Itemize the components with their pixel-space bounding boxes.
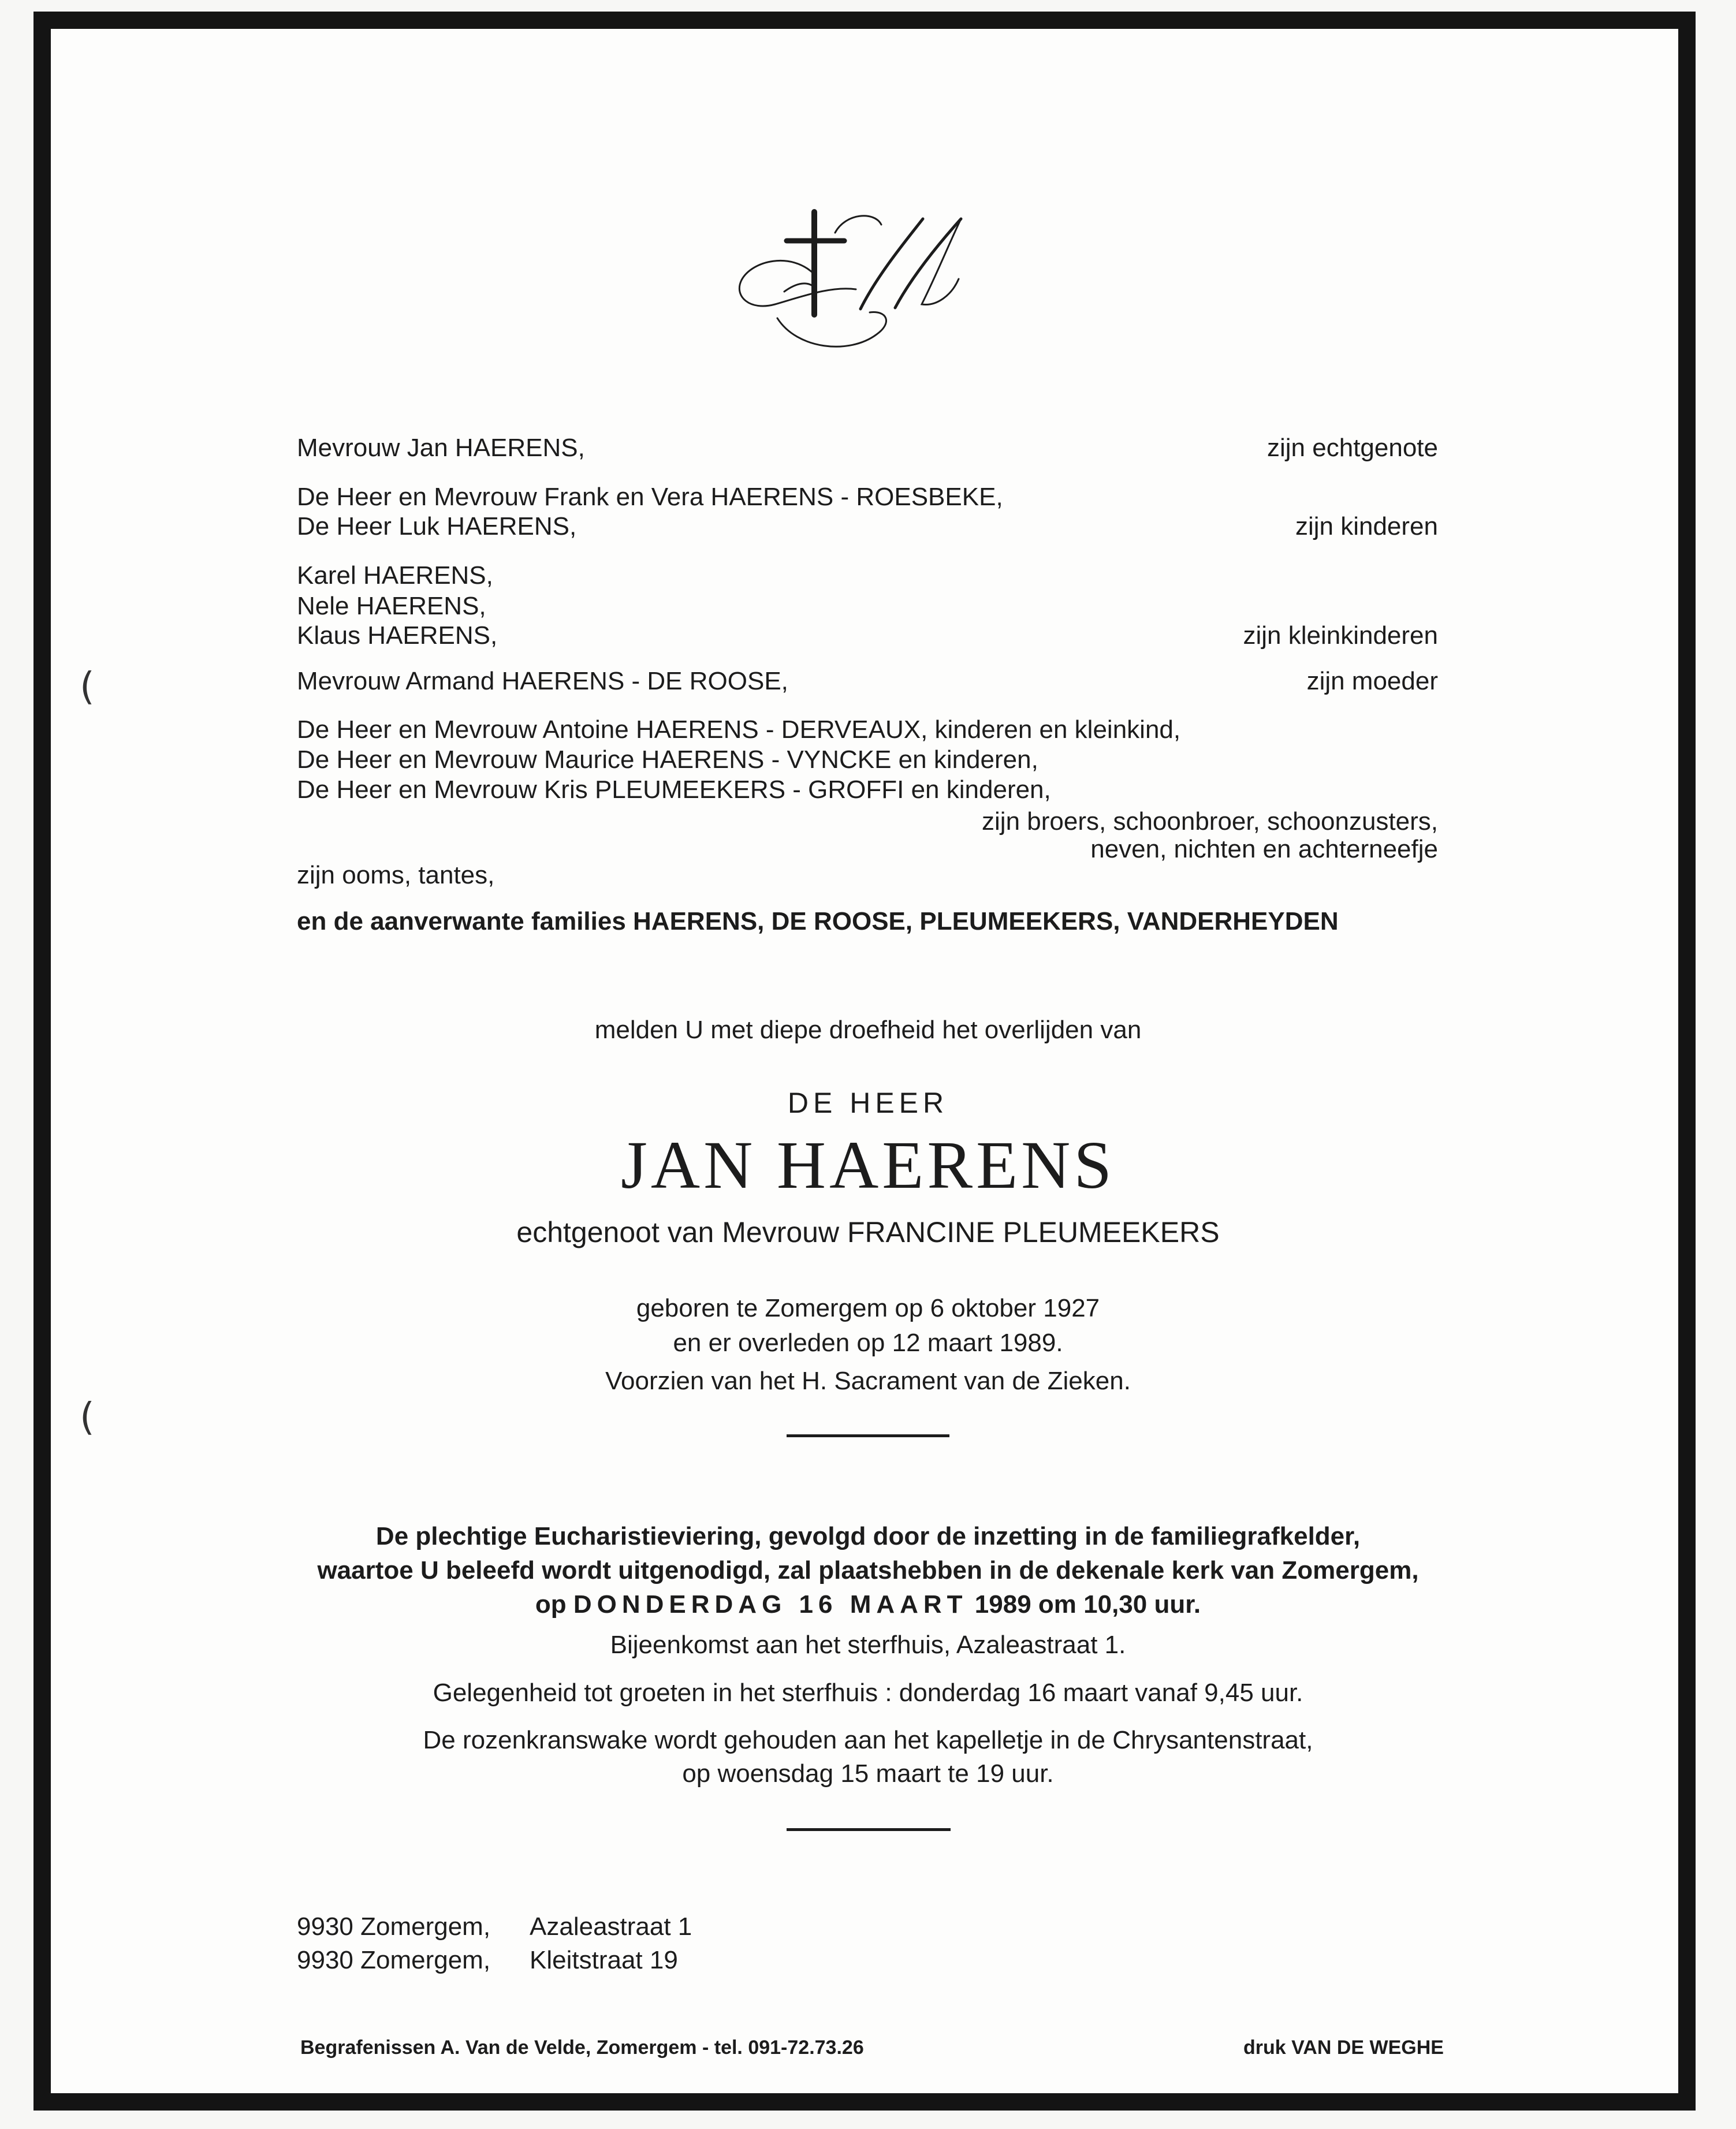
deceased-name: JAN HAERENS bbox=[621, 1127, 1115, 1203]
relative-line: en de aanverwante families HAERENS, DE ROOSE, PLEUMEEKERS, VANDERHEYDEN bbox=[297, 907, 1339, 935]
relative-line: De Heer en Mevrouw Frank en Vera HAERENS - ROESBEKE, bbox=[297, 483, 1003, 511]
intro-line: melden U met diepe droefheid het overlijden van bbox=[594, 1016, 1142, 1044]
relative-line: De Heer en Mevrouw Maurice HAERENS - VYNCKE en kinderen, bbox=[297, 745, 1038, 774]
honorific: DE HEER bbox=[787, 1087, 949, 1119]
relative-line: Mevrouw Jan HAERENS, zijn echtgenote bbox=[297, 434, 1438, 462]
relative-line: De Heer Luk HAERENS, zijn kinderen bbox=[297, 512, 1438, 540]
relative-line: Nele HAERENS, bbox=[297, 592, 486, 620]
wake-line: op woensdag 15 maart te 19 uur. bbox=[682, 1759, 1054, 1788]
relative-line: Klaus HAERENS, zijn kleinkinderen bbox=[297, 621, 1438, 650]
sacrament-line: Voorzien van het H. Sacrament van de Zieken. bbox=[605, 1367, 1131, 1395]
greeting-line: Gelegenheid tot groeten in het sterfhuis : donderdag 16 maart vanaf 9,45 uur. bbox=[433, 1679, 1303, 1707]
relative-line: De Heer en Mevrouw Kris PLEUMEEKERS - GROFFI en kinderen, bbox=[297, 775, 1051, 804]
relative-line: zijn ooms, tantes, bbox=[297, 861, 495, 889]
wake-line: De rozenkranswake wordt gehouden aan het kapelletje in de Chrysantenstraat, bbox=[423, 1726, 1313, 1754]
cross-monogram-icon bbox=[722, 205, 988, 361]
relative-line: De Heer en Mevrouw Antoine HAERENS - DERVEAUX, kinderen en kleinkind, bbox=[297, 715, 1181, 744]
relative-line: neven, nichten en achterneefje bbox=[1090, 835, 1438, 863]
undertaker-credit: Begrafenissen A. Van de Velde, Zomergem - tel. 091-72.73.26 bbox=[300, 2037, 864, 2059]
ceremony-date-line: op DONDERDAG 16 MAART 1989 om 10,30 uur. bbox=[535, 1590, 1201, 1619]
punch-hole-mark: ( bbox=[80, 664, 95, 709]
birth-line: geboren te Zomergem op 6 oktober 1927 bbox=[636, 1294, 1100, 1322]
relative-line: zijn broers, schoonbroer, schoonzusters, bbox=[982, 807, 1438, 836]
ceremony-line: De plechtige Eucharistieviering, gevolgd door de inzetting in de familiegrafkelder, bbox=[375, 1522, 1361, 1550]
divider-line bbox=[787, 1828, 951, 1831]
relative-line: Mevrouw Armand HAERENS - DE ROOSE, zijn moeder bbox=[297, 667, 1438, 695]
spouse-line: echtgenoot van Mevrouw FRANCINE PLEUMEEKERS bbox=[516, 1216, 1220, 1248]
death-line: en er overleden op 12 maart 1989. bbox=[673, 1329, 1063, 1357]
printer-credit: druk VAN DE WEGHE bbox=[1243, 2037, 1444, 2059]
punch-hole-mark: ( bbox=[80, 1395, 95, 1439]
relative-line: Karel HAERENS, bbox=[297, 561, 493, 590]
address-line: 9930 Zomergem, Azaleastraat 1 bbox=[297, 1912, 692, 1941]
ceremony-line: waartoe U beleefd wordt uitgenodigd, zal plaatshebben in de dekenale kerk van Zomergem, bbox=[317, 1556, 1419, 1584]
gathering-line: Bijeenkomst aan het sterfhuis, Azaleastraat 1. bbox=[610, 1631, 1126, 1659]
divider-line bbox=[787, 1434, 949, 1437]
address-line: 9930 Zomergem, Kleitstraat 19 bbox=[297, 1946, 678, 1974]
